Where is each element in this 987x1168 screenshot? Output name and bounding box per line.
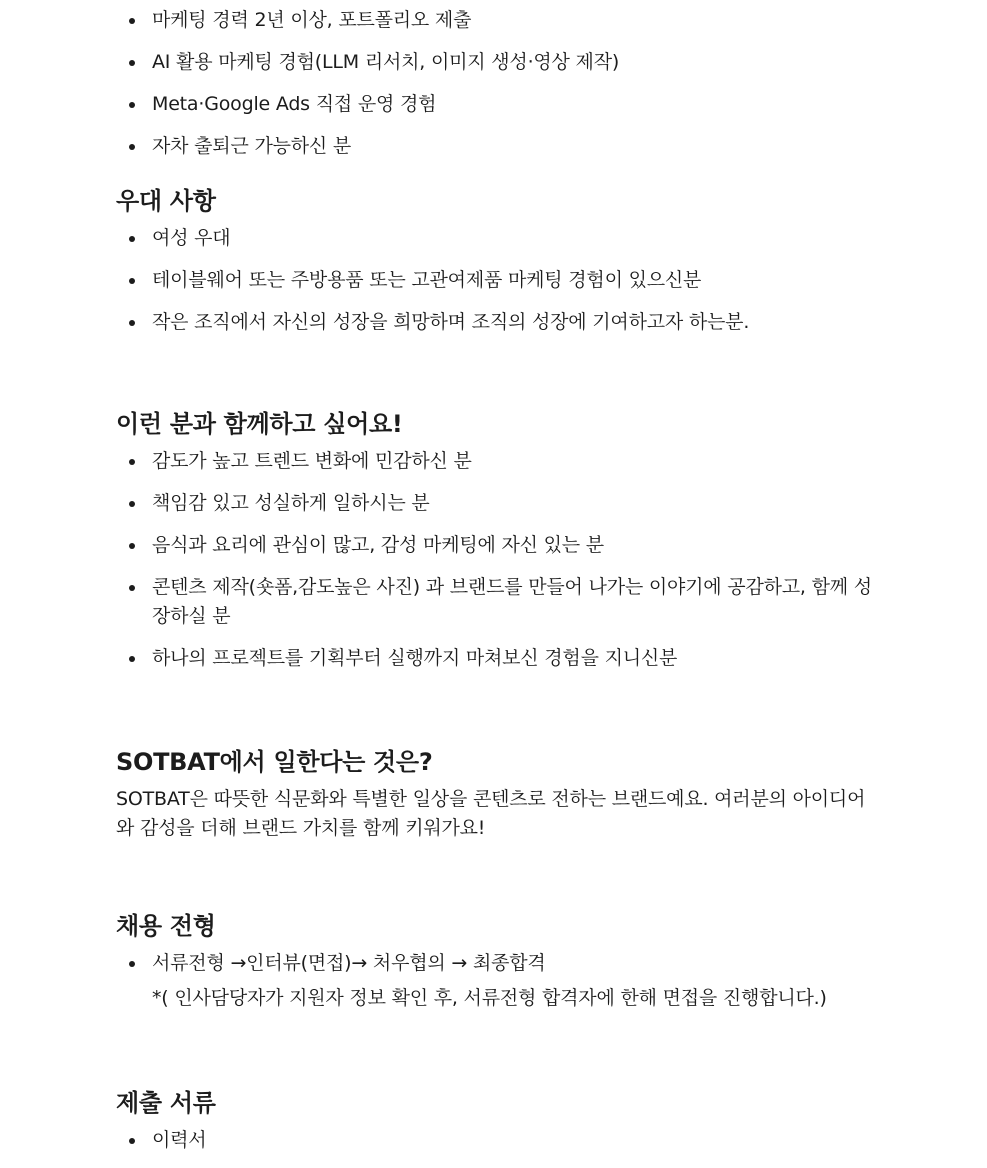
about-paragraph: SOTBAT은 따뜻한 식문화와 특별한 일상을 콘텐츠로 전하는 브랜드예요. 여러분의 아이디어와 감성을 더해 브랜드 가치를 함께 키워가요!: [116, 788, 866, 839]
list-item: 마케팅 경력 2년 이상, 포트폴리오 제출: [116, 6, 876, 35]
ideal-candidate-section: [116, 407, 876, 686]
list-item: 테이블웨어 또는 주방용품 또는 고관여제품 마케팅 경험이 있으신분: [116, 266, 876, 295]
process-note: *( 인사담당자가 지원자 정보 확인 후, 서류전형 합격자에 한해 면접을 진행합니다.): [152, 987, 827, 1009]
section-title: 이런 분과 함께하고 싶어요!: [116, 410, 403, 438]
list-item: Meta·Google Ads 직접 운영 경험: [116, 90, 876, 119]
documents-list: [116, 1126, 876, 1155]
preferred-section: [116, 184, 876, 350]
section-title: 우대 사항: [116, 187, 216, 215]
list-item: 여성 우대: [116, 224, 876, 253]
about-section: [116, 745, 876, 843]
requirements-list: [116, 6, 876, 174]
hiring-process-list: [116, 949, 876, 1013]
list-item: 자차 출퇴근 가능하신 분: [116, 132, 876, 161]
list-item: 콘텐츠 제작(숏폼,감도높은 사진) 과 브랜드를 만들어 나가는 이야기에 공감하고, 함께 성장하실 분: [116, 573, 876, 631]
list-item: 서류전형 →인터뷰(면접)→ 처우협의 → 최종합격: [116, 949, 876, 978]
preferred-list: [116, 224, 876, 337]
list-item: 책임감 있고 성실하게 일하시는 분: [116, 489, 876, 518]
hiring-process-section: [116, 909, 876, 1026]
list-item: 음식과 요리에 관심이 많고, 감성 마케팅에 자신 있는 분: [116, 531, 876, 560]
documents-section: [116, 1086, 876, 1168]
list-item: AI 활용 마케팅 경험(LLM 리서치, 이미지 생성·영상 제작): [116, 48, 876, 77]
list-item: 작은 조직에서 자신의 성장을 희망하며 조직의 성장에 기여하고자 하는분.: [116, 308, 876, 337]
list-item: 하나의 프로젝트를 기획부터 실행까지 마쳐보신 경험을 지니신분: [116, 644, 876, 673]
section-title: 채용 전형: [116, 912, 216, 940]
list-item: 이력서: [116, 1126, 876, 1155]
ideal-candidate-list: [116, 447, 876, 673]
section-title: SOTBAT에서 일한다는 것은?: [116, 748, 433, 776]
section-title: 제출 서류: [116, 1089, 216, 1117]
list-item: 감도가 높고 트렌드 변화에 민감하신 분: [116, 447, 876, 476]
